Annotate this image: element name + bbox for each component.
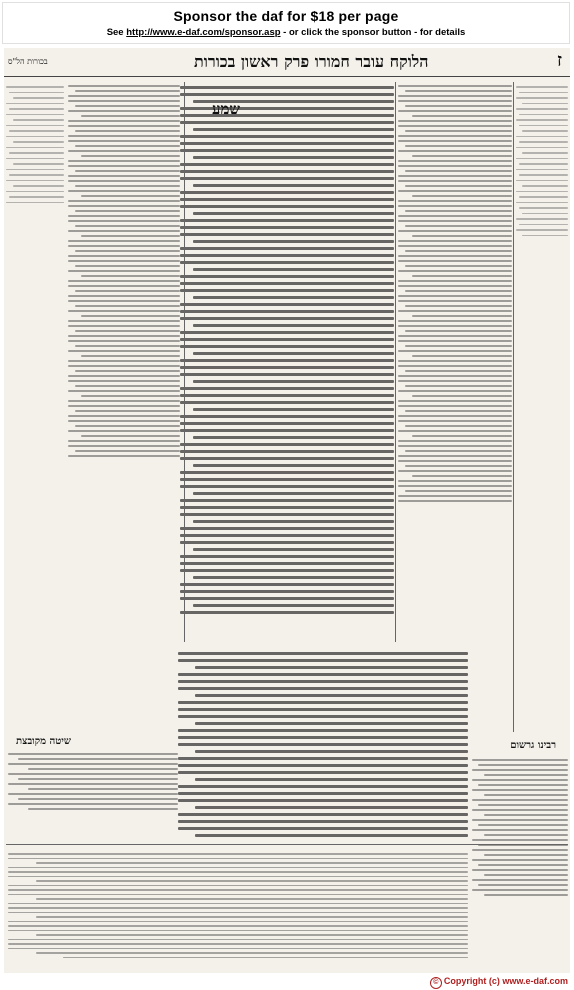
left-margin-notes	[6, 82, 64, 642]
section-divider	[6, 844, 568, 845]
gemara-continuation	[178, 648, 468, 838]
column-divider	[513, 82, 514, 732]
shita-mekubetzet-column	[8, 750, 178, 838]
sponsor-subtitle	[3, 27, 569, 38]
ein-mishpat-column	[516, 82, 568, 732]
shita-mekubetzet-heading: שיטה מקובצת	[16, 736, 71, 747]
sponsor-subtitle-prefix: See	[106, 27, 127, 38]
tosafot-column	[68, 82, 180, 642]
header-left-note: בכורות הל"ס	[8, 57, 48, 66]
gemara-opening-word: שמע	[211, 100, 240, 118]
sponsor-link[interactable]: http://www.e-daf.com/sponsor.asp	[126, 27, 281, 38]
column-divider	[184, 82, 185, 642]
gemara-main-text	[180, 82, 394, 642]
header-chapter-title: הלוקח עובר חמורו פרק ראשון בכורות	[194, 52, 429, 71]
rabbeinu-gershom-column	[472, 756, 568, 936]
copyright-icon: ©	[430, 977, 442, 989]
header-folio: ז	[556, 50, 562, 71]
sponsor-title: Sponsor the daf for $18 per page	[173, 8, 399, 24]
rabbeinu-gershom-heading: רבינו גרשום	[510, 740, 556, 751]
sponsor-subtitle-suffix: - or click the sponsor button - for details	[280, 27, 466, 38]
sponsor-banner[interactable]	[2, 2, 570, 44]
copyright-text: Copyright (c) www.e-daf.com	[443, 976, 568, 986]
rashi-column	[398, 82, 512, 732]
copyright-notice[interactable]	[430, 976, 568, 989]
talmud-page	[4, 48, 570, 973]
page-header	[4, 48, 570, 77]
bottom-commentary	[8, 850, 468, 968]
column-divider	[395, 82, 396, 642]
